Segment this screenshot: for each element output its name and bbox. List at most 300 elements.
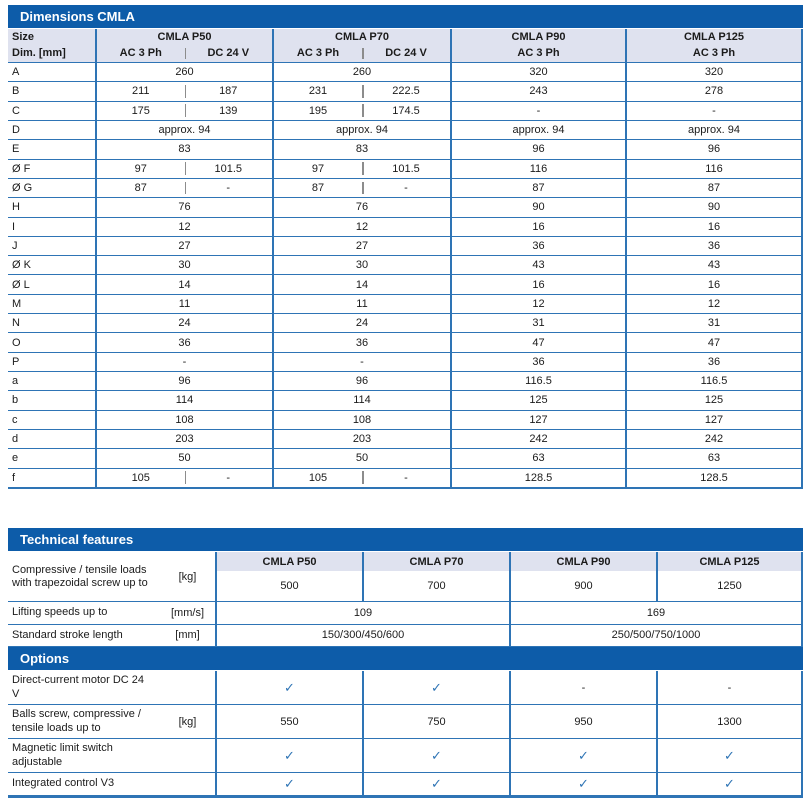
dim-value-group — [95, 391, 272, 409]
dim-row-label: Ø K — [8, 256, 95, 274]
dim-value-ac: 97 — [97, 160, 185, 178]
dim-value-dc: 139 — [185, 102, 273, 120]
dim-value-group — [450, 218, 625, 236]
option-value-cell — [215, 705, 362, 738]
dim-value-group — [625, 160, 803, 178]
dim-value-group — [272, 469, 450, 487]
dim-value-group — [272, 102, 450, 120]
check-icon: ✓ — [578, 748, 589, 764]
dim-value: 96 — [97, 372, 272, 390]
dimensions-header-row — [8, 29, 803, 62]
technical-features-table — [8, 528, 803, 798]
ac-dc-divider — [185, 85, 187, 98]
check-icon: ✓ — [724, 776, 735, 792]
dim-value: 11 — [97, 295, 272, 313]
option-value: 750 — [427, 716, 445, 728]
option-row-label: Integrated control V3 — [8, 773, 160, 795]
dim-value-group — [95, 237, 272, 255]
ac-dc-divider — [362, 48, 364, 60]
dim-value: 12 — [627, 295, 801, 313]
dim-value: 83 — [97, 140, 272, 158]
dim-value-group — [95, 372, 272, 390]
dim-value: 96 — [452, 140, 625, 158]
option-value: 550 — [280, 716, 298, 728]
dim-value: 108 — [97, 411, 272, 429]
dim-row-label: Ø G — [8, 179, 95, 197]
option-value-cell — [362, 671, 509, 704]
dim-value: 43 — [627, 256, 801, 274]
ac-dc-divider — [362, 471, 364, 484]
dim-value: 12 — [274, 218, 450, 236]
dim-value: 127 — [452, 411, 625, 429]
dim-value-ac: 87 — [97, 179, 185, 197]
dim-value: 125 — [627, 391, 801, 409]
check-icon: ✓ — [724, 748, 735, 764]
load-row-unit: [kg] — [160, 552, 215, 601]
load-row-label: Compressive / tensile loads with trapezoidal screw up to — [8, 552, 160, 601]
dim-value: 47 — [627, 333, 801, 351]
dim-row-label: e — [8, 449, 95, 467]
dim-value-group — [272, 314, 450, 332]
dim-row-label: N — [8, 314, 95, 332]
dim-value-group — [272, 372, 450, 390]
tech-product-column — [215, 552, 362, 601]
dim-value-group — [625, 314, 803, 332]
dim-value: 87 — [452, 179, 625, 197]
dim-value-group — [625, 372, 803, 390]
dim-value-dc: 101.5 — [362, 160, 450, 178]
dim-value: 116 — [452, 160, 625, 178]
dim-value: 11 — [274, 295, 450, 313]
table-row — [8, 120, 803, 139]
dim-value-group — [625, 449, 803, 467]
dim-value-group — [450, 102, 625, 120]
tech-row-label: Lifting speeds up to — [8, 602, 160, 624]
dim-row-label: c — [8, 411, 95, 429]
subcolumn-header — [97, 45, 272, 62]
dim-value-group — [625, 333, 803, 351]
tech-span-value: 109 — [215, 602, 509, 624]
tech-span-value: 169 — [509, 602, 803, 624]
tech-row-unit: [mm] — [160, 625, 215, 647]
option-row — [8, 739, 803, 773]
technical-span-rows — [8, 602, 803, 647]
dim-value-group — [272, 237, 450, 255]
dim-value: 31 — [452, 314, 625, 332]
product-name-header: CMLA P90 — [452, 29, 625, 45]
dim-value: 24 — [274, 314, 450, 332]
dim-value-group — [625, 256, 803, 274]
option-value-cell — [362, 705, 509, 738]
dc-subheader: DC 24 V — [362, 46, 450, 61]
size-header-label: Size — [12, 30, 95, 46]
dim-row-label: O — [8, 333, 95, 351]
dim-value-dc: - — [362, 469, 450, 487]
dim-row-label: Ø L — [8, 275, 95, 293]
ac-subheader: AC 3 Ph — [97, 46, 185, 61]
dim-value-group — [450, 160, 625, 178]
dim-value: 203 — [97, 430, 272, 448]
check-icon: ✓ — [284, 748, 295, 764]
dim-value: 12 — [452, 295, 625, 313]
dim-row-label: A — [8, 63, 95, 81]
dim-value-group — [450, 314, 625, 332]
dim-value-group — [450, 333, 625, 351]
dim-value-group — [450, 256, 625, 274]
table-row — [8, 101, 803, 120]
table-row — [8, 159, 803, 178]
dim-value: 12 — [97, 218, 272, 236]
dash-value: - — [582, 682, 586, 694]
dim-row-label: E — [8, 140, 95, 158]
dim-value: 90 — [627, 198, 801, 216]
dim-value-group — [272, 160, 450, 178]
options-title-band: Options — [8, 647, 803, 670]
dim-row-label: P — [8, 353, 95, 371]
dim-value: 76 — [274, 198, 450, 216]
dim-value-group — [450, 237, 625, 255]
dim-row-label: b — [8, 391, 95, 409]
dim-value-group — [450, 121, 625, 139]
dim-value-group — [625, 411, 803, 429]
dimensions-bottom-border — [8, 487, 803, 490]
product-name-header: CMLA P50 — [97, 29, 272, 45]
check-icon: ✓ — [284, 680, 295, 696]
dim-value-ac: 87 — [274, 179, 362, 197]
size-dim-header — [8, 29, 95, 62]
dim-value-group — [95, 353, 272, 371]
subcolumn-header — [452, 45, 625, 62]
option-value-cell — [215, 739, 362, 772]
ac-dc-divider — [185, 182, 187, 195]
technical-title-band: Technical features — [8, 528, 803, 551]
dim-value-group — [95, 218, 272, 236]
dim-value: - — [97, 353, 272, 371]
dim-value-group — [95, 256, 272, 274]
tech-row — [8, 625, 803, 648]
dim-value-group — [625, 295, 803, 313]
tech-product-column — [656, 552, 803, 601]
table-row — [8, 178, 803, 197]
dim-value-group — [625, 430, 803, 448]
dim-value: 116 — [627, 160, 801, 178]
tech-span-value: 250/500/750/1000 — [509, 625, 803, 647]
dim-row-label: C — [8, 102, 95, 120]
dim-value: 320 — [627, 63, 801, 81]
dim-value: 242 — [627, 430, 801, 448]
dim-value-dc: - — [185, 469, 273, 487]
option-row — [8, 705, 803, 739]
dim-row-label: a — [8, 372, 95, 390]
dash-value: - — [728, 682, 732, 694]
dim-value-dc: 187 — [185, 82, 273, 100]
tech-row-label: Standard stroke length — [8, 625, 160, 647]
column-group-header — [272, 29, 450, 62]
dim-value-group — [95, 449, 272, 467]
dim-value-group — [272, 275, 450, 293]
dim-value-group — [95, 469, 272, 487]
check-icon: ✓ — [431, 748, 442, 764]
ac-dc-divider — [185, 471, 187, 484]
tech-product-column — [509, 552, 656, 601]
dim-value: 76 — [97, 198, 272, 216]
dim-value-group — [272, 121, 450, 139]
option-row-unit: [kg] — [160, 705, 215, 738]
dim-value: 27 — [274, 237, 450, 255]
check-icon: ✓ — [431, 776, 442, 792]
dim-value-group — [272, 430, 450, 448]
option-row-unit — [160, 773, 215, 795]
dim-value-ac: 211 — [97, 82, 185, 100]
dim-value: 87 — [627, 179, 801, 197]
dim-value-group — [95, 411, 272, 429]
dim-value-group — [450, 469, 625, 487]
dim-value: 125 — [452, 391, 625, 409]
table-row — [8, 217, 803, 236]
dim-value-group — [625, 179, 803, 197]
dim-value-ac: 105 — [97, 469, 185, 487]
dim-value: 116.5 — [627, 372, 801, 390]
load-value: 500 — [217, 571, 362, 601]
load-value: 900 — [511, 571, 656, 601]
dim-value-group — [95, 102, 272, 120]
dim-value-group — [450, 179, 625, 197]
dim-value: 30 — [97, 256, 272, 274]
dim-value: 36 — [274, 333, 450, 351]
ac-subheader: AC 3 Ph — [627, 46, 801, 61]
dim-value: 43 — [452, 256, 625, 274]
option-row — [8, 671, 803, 705]
dim-value-ac: 105 — [274, 469, 362, 487]
dim-value-group — [625, 237, 803, 255]
dim-row-label: f — [8, 469, 95, 487]
option-value-cell — [215, 671, 362, 704]
dim-value-group — [450, 391, 625, 409]
dim-value: 16 — [627, 275, 801, 293]
dim-value: 36 — [452, 353, 625, 371]
option-value-cell — [656, 739, 803, 772]
dim-value-group — [625, 121, 803, 139]
table-row — [8, 332, 803, 351]
table-row — [8, 274, 803, 293]
ac-dc-divider — [362, 85, 364, 98]
dim-value-group — [95, 179, 272, 197]
table-row — [8, 448, 803, 467]
dim-value: approx. 94 — [452, 121, 625, 139]
option-value-cell — [362, 739, 509, 772]
dc-subheader: DC 24 V — [185, 46, 273, 61]
dim-value: 128.5 — [627, 469, 801, 487]
tech-row-unit: [mm/s] — [160, 602, 215, 624]
dim-row-label: J — [8, 237, 95, 255]
dim-value-group — [450, 372, 625, 390]
dim-value-group — [272, 391, 450, 409]
dim-value-group — [450, 82, 625, 100]
dim-value-group — [95, 160, 272, 178]
dim-value-group — [625, 82, 803, 100]
subcolumn-header — [627, 45, 801, 62]
ac-dc-divider — [362, 162, 364, 175]
dim-value-group — [625, 140, 803, 158]
subcolumn-header — [274, 45, 450, 62]
option-value: 1300 — [717, 716, 741, 728]
dim-value-dc: 101.5 — [185, 160, 273, 178]
dim-value: 63 — [627, 449, 801, 467]
dim-value: 27 — [97, 237, 272, 255]
ac-subheader: AC 3 Ph — [274, 46, 362, 61]
dim-value-group — [272, 82, 450, 100]
column-group-header — [95, 29, 272, 62]
dimensions-table — [8, 5, 803, 489]
dim-value-group — [625, 275, 803, 293]
dim-value-group — [625, 218, 803, 236]
dim-value-group — [272, 353, 450, 371]
option-value-cell — [362, 773, 509, 795]
table-row — [8, 468, 803, 487]
dim-value-group — [450, 295, 625, 313]
dim-value-group — [450, 198, 625, 216]
option-value-cell — [656, 671, 803, 704]
dim-value-ac: 231 — [274, 82, 362, 100]
tech-column-header: CMLA P125 — [658, 552, 801, 571]
option-row-unit — [160, 671, 215, 704]
dim-value: 47 — [452, 333, 625, 351]
dim-value: approx. 94 — [97, 121, 272, 139]
dim-value-dc: 222.5 — [362, 82, 450, 100]
dim-value: 36 — [627, 237, 801, 255]
dim-value-group — [272, 411, 450, 429]
dim-value: 83 — [274, 140, 450, 158]
load-value: 700 — [364, 571, 509, 601]
option-value-cell — [215, 773, 362, 795]
dim-value-group — [450, 275, 625, 293]
dim-value-group — [272, 333, 450, 351]
option-value: 950 — [574, 716, 592, 728]
dim-value-group — [450, 411, 625, 429]
dim-row-label: H — [8, 198, 95, 216]
dim-value: 278 — [627, 82, 801, 100]
option-row-unit — [160, 739, 215, 772]
dim-value: - — [452, 102, 625, 120]
dim-value-group — [95, 295, 272, 313]
dim-value-group — [272, 256, 450, 274]
dim-value-group — [450, 430, 625, 448]
dim-row-label: Ø F — [8, 160, 95, 178]
ac-subheader: AC 3 Ph — [452, 46, 625, 61]
ac-dc-divider — [362, 104, 364, 117]
dim-value-group — [450, 140, 625, 158]
dim-value: 260 — [274, 63, 450, 81]
table-row — [8, 139, 803, 158]
dim-value: 108 — [274, 411, 450, 429]
ac-dc-divider — [362, 182, 364, 195]
table-row — [8, 390, 803, 409]
option-row-label: Balls screw, compressive / tensile loads up to — [8, 705, 160, 738]
dim-value: 63 — [452, 449, 625, 467]
dim-value-group — [95, 63, 272, 81]
dim-row-label: B — [8, 82, 95, 100]
dim-value-group — [95, 275, 272, 293]
dim-value: 203 — [274, 430, 450, 448]
dim-value: 114 — [274, 391, 450, 409]
dim-value: 14 — [274, 275, 450, 293]
dim-value-group — [450, 63, 625, 81]
dim-value: 31 — [627, 314, 801, 332]
product-name-header: CMLA P125 — [627, 29, 801, 45]
dim-value-group — [625, 353, 803, 371]
table-row — [8, 197, 803, 216]
dim-value-group — [95, 82, 272, 100]
dim-value: 243 — [452, 82, 625, 100]
dim-value: 320 — [452, 63, 625, 81]
technical-load-row — [8, 552, 803, 602]
dim-value: 96 — [627, 140, 801, 158]
table-row — [8, 236, 803, 255]
dim-row-label: d — [8, 430, 95, 448]
dim-value: 260 — [97, 63, 272, 81]
dim-value-dc: - — [185, 179, 273, 197]
table-row — [8, 62, 803, 81]
dim-value-group — [625, 63, 803, 81]
dim-value: 128.5 — [452, 469, 625, 487]
tech-row — [8, 602, 803, 625]
dim-value-group — [272, 295, 450, 313]
dim-value: 36 — [627, 353, 801, 371]
option-value-cell — [509, 773, 656, 795]
product-name-header: CMLA P70 — [274, 29, 450, 45]
dim-value-group — [95, 314, 272, 332]
check-icon: ✓ — [578, 776, 589, 792]
dim-value: 36 — [452, 237, 625, 255]
table-row — [8, 81, 803, 100]
ac-dc-divider — [185, 104, 187, 117]
table-row — [8, 352, 803, 371]
dim-unit-header-label: Dim. [mm] — [12, 46, 95, 62]
dim-value: 14 — [97, 275, 272, 293]
tech-column-header: CMLA P50 — [217, 552, 362, 571]
dim-value: 16 — [627, 218, 801, 236]
dim-value-group — [95, 140, 272, 158]
dim-value: 24 — [97, 314, 272, 332]
table-row — [8, 429, 803, 448]
ac-dc-divider — [185, 48, 187, 60]
column-group-header — [625, 29, 803, 62]
dim-value: 96 — [274, 372, 450, 390]
dim-value: - — [627, 102, 801, 120]
dim-value-group — [95, 121, 272, 139]
options-rows — [8, 671, 803, 796]
option-value-cell — [656, 773, 803, 795]
dim-value-group — [625, 391, 803, 409]
table-row — [8, 371, 803, 390]
dim-value-ac: 175 — [97, 102, 185, 120]
dim-value-group — [625, 198, 803, 216]
dim-value-dc: - — [362, 179, 450, 197]
dim-value-group — [272, 449, 450, 467]
option-row — [8, 773, 803, 796]
table-row — [8, 255, 803, 274]
dim-row-label: D — [8, 121, 95, 139]
dim-value: 127 — [627, 411, 801, 429]
dim-value-dc: 174.5 — [362, 102, 450, 120]
dimensions-title-band: Dimensions CMLA — [8, 5, 803, 28]
option-value-cell — [509, 705, 656, 738]
dim-value: approx. 94 — [627, 121, 801, 139]
dim-value-group — [272, 218, 450, 236]
dim-value-group — [625, 102, 803, 120]
dim-value: 16 — [452, 218, 625, 236]
ac-dc-divider — [185, 162, 187, 175]
